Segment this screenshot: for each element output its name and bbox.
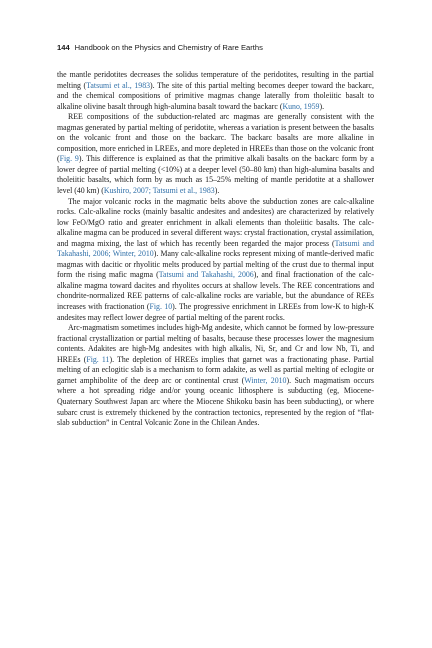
citation-link[interactable]: Fig. 11 <box>86 354 110 364</box>
paragraph-text: ). <box>319 101 325 111</box>
book-title: Handbook on the Physics and Chemistry of Rare Earths <box>74 43 263 52</box>
citation-link[interactable]: Kuno, 1959 <box>282 101 320 111</box>
citation-link[interactable]: Fig. 10 <box>149 302 173 312</box>
paragraph-text: ). Many calc-alkaline rocks represent mixing of mantle-derived mafic magmas with dacitic or rhyolitic melts produced by partial melting of the crust due to thermal input form the rising mafic magma ( <box>57 249 374 280</box>
paragraph-text: ). This difference is explained as that the primitive alkali basalts on the backarc form by a lower degree of partial melting (<10%) at a deeper level (50–80 km) than high-alumina basalts and tholeiitic basalts, which form by as much as 15–25% melting of mantle peridotite at a shallower level (40 km) ( <box>57 154 374 196</box>
citation-link[interactable]: Fig. 9 <box>59 154 79 164</box>
paragraph-p1 <box>57 70 374 112</box>
citation-link[interactable]: Winter, 2010 <box>244 375 287 385</box>
body-text <box>57 70 374 429</box>
paragraph-text: the mantle peridotites decreases the solidus temperature of the peridotites, resulting in the partial melting ( <box>57 70 374 90</box>
paragraph-p4 <box>57 323 374 428</box>
citation-link[interactable]: Tatsumi and Takahashi, 2006; Winter, 2010 <box>57 238 374 259</box>
paragraph-text: ). The site of this partial melting becomes deeper toward the backarc, and the chemical compositions of primitive magmas change laterally from tholeiitic basalt to alkaline olivine basalt through high-alumina basalt toward the backarc ( <box>57 80 374 111</box>
paragraph-text: ). The depletion of HREEs implies that garnet was a fractionating phase. Partial melting of an eclogitic slab is a mechanism to form adakite, as well as partial melting of eclogite or garnet amphibolite of the deep arc or continental crust ( <box>57 354 374 385</box>
citation-link[interactable]: Kushiro, 2007; Tatsumi et al., 1983 <box>103 186 215 196</box>
page-number: 144 <box>57 43 70 52</box>
paragraph-text: ). The progressive enrichment in LREEs from low-K to high-K andesites may reflect lower degree of partial melting of the parent rocks. <box>57 302 374 322</box>
citation-link[interactable]: Tatsumi and Takahashi, 2006 <box>158 270 254 280</box>
paragraph-text: Arc-magmatism sometimes includes high-Mg andesite, which cannot be formed by low-pressure fractional crystallization or partial melting of basalts, because these processes lower the magnesium contents. Adakites are high-Mg andesites with high alkalis, Ni, Sr, and Cr and low Nb, Ti, and HREEs ( <box>57 323 374 364</box>
paragraph-text: REE compositions of the subduction-related arc magmas are generally consistent with the magmas generated by partial melting of peridotite, whereas a variation is present between the basalts on the volcanic front and those on the backarc. The backarc basalts are more alkaline in composition, more enriched in LREEs, and more depleted in HREEs than those on the volcanic front ( <box>57 112 374 164</box>
paragraph-text: ). Such magmatism occurs where a hot spreading ridge and/or young oceanic lithosphere is subducting (eg, Miocene-Quaternary Southwest Japan arc where the Miocene Shikoku basin has been subducting), or where subarc crust is extremely thickened by the contraction tectonics, represented by the region of “flat-slab subduction” in Central Volcanic Zone in the Chilean Andes. <box>57 375 374 428</box>
paragraph-text: The major volcanic rocks in the magmatic belts above the subduction zones are calc-alkaline rocks. Calc-alkaline rocks (mainly basaltic andesites and andesites) are characterized by relatively low FeO/MgO ratio and greater enrichment in alkali elements than tholeiitic basalts. The calc-alkaline magma can be produced in several different ways: crystal fractionation, crystal assimilation, and magma mixing, the last of which has recently been regarded the major process ( <box>57 196 374 248</box>
running-head <box>57 43 377 53</box>
paragraph-p3 <box>57 197 374 324</box>
paragraph-p2 <box>57 112 374 196</box>
paragraph-text: ). <box>214 186 220 196</box>
paragraph-text: ), and final fractionation of the calc-alkaline magma toward dacites and rhyolites occurs at shallow levels. The REE concentrations and chondrite-normalized REE patterns of calc-alkaline rocks are variable, but the abundance of REEs increases with fractionation ( <box>57 270 374 312</box>
citation-link[interactable]: Tatsumi et al., 1983 <box>86 80 151 90</box>
